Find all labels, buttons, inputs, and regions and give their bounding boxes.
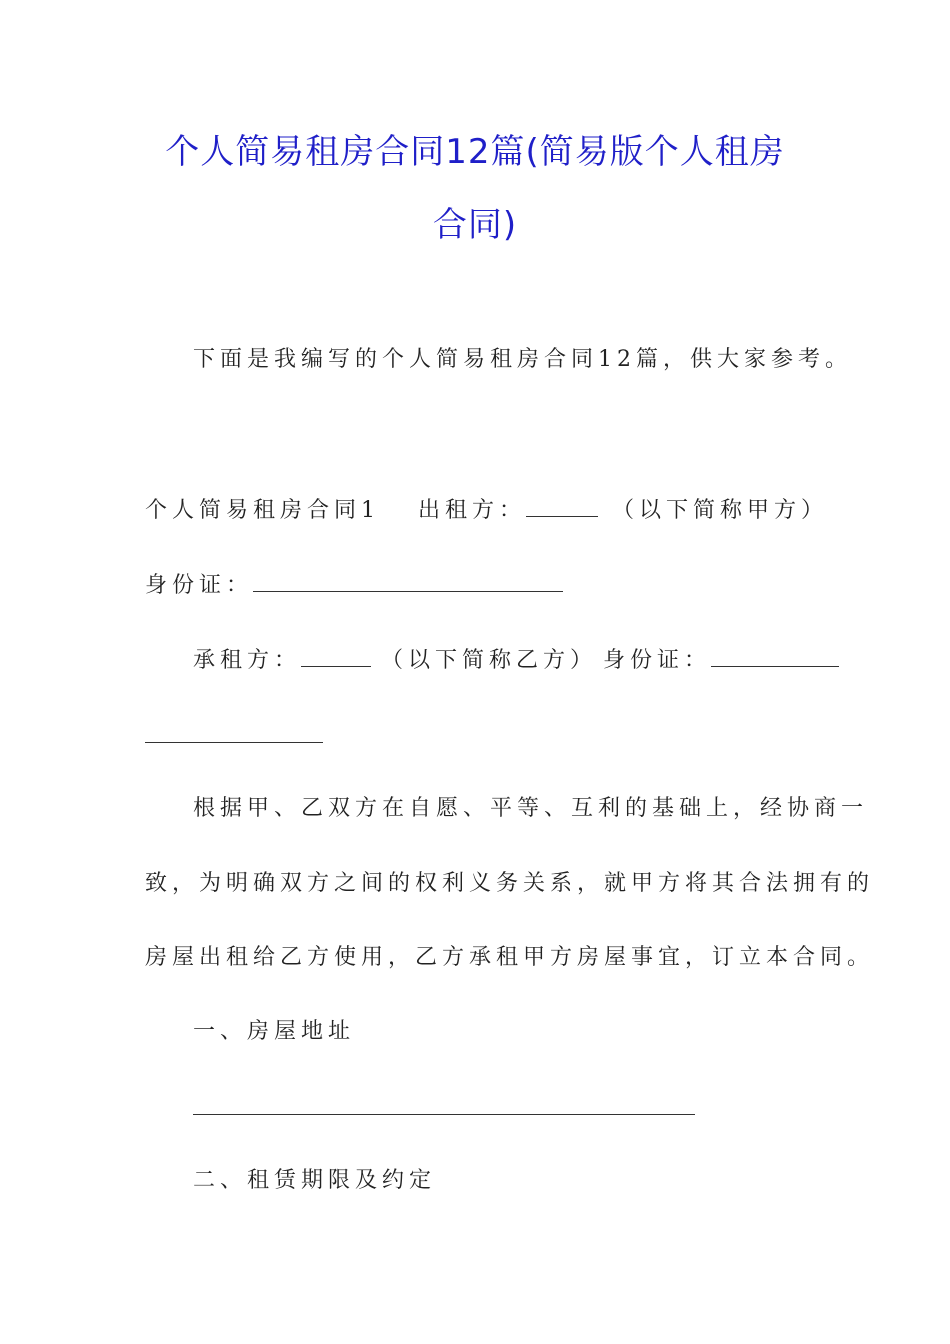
paragraph-line-2: 致，为明确双方之间的权利义务关系，就甲方将其合法拥有的 bbox=[145, 871, 875, 896]
lessor-id-blank bbox=[253, 569, 563, 592]
address-blank bbox=[193, 1114, 695, 1115]
paragraph-line-1: 根据甲、乙双方在自愿、平等、互利的基础上，经协商一 bbox=[193, 796, 869, 821]
lessee-line bbox=[193, 644, 839, 676]
lessor-id-label: 身份证： bbox=[145, 573, 254, 598]
lessor-label: 出租方： bbox=[418, 498, 527, 523]
section-1-heading: 一、房屋地址 bbox=[193, 1019, 356, 1044]
lessee-label: 承租方： bbox=[193, 648, 302, 673]
contract-heading: 个人简易租房合同1 bbox=[145, 498, 380, 523]
lessor-note: （以下简称甲方） bbox=[612, 498, 829, 523]
intro-text: 下面是我编写的个人简易租房合同12篇，供大家参考。 bbox=[193, 347, 852, 372]
lessor-line bbox=[145, 494, 828, 526]
lessee-id-blank bbox=[711, 644, 839, 667]
document-title-line-1: 个人简易租房合同12篇(简易版个人租房 bbox=[165, 132, 785, 172]
paragraph-line-3: 房屋出租给乙方使用，乙方承租甲方房屋事宜，订立本合同。 bbox=[145, 945, 875, 970]
lessee-name-blank bbox=[301, 644, 371, 667]
lessee-id-blank-continued bbox=[145, 742, 323, 743]
document-title-line-2: 合同) bbox=[432, 205, 518, 245]
lessor-name-blank bbox=[526, 494, 598, 517]
lessee-note: （以下简称乙方） bbox=[381, 648, 598, 673]
lessor-id-line bbox=[145, 569, 563, 601]
lessee-id-label: 身份证： bbox=[603, 648, 712, 673]
section-2-heading: 二、租赁期限及约定 bbox=[193, 1168, 437, 1193]
